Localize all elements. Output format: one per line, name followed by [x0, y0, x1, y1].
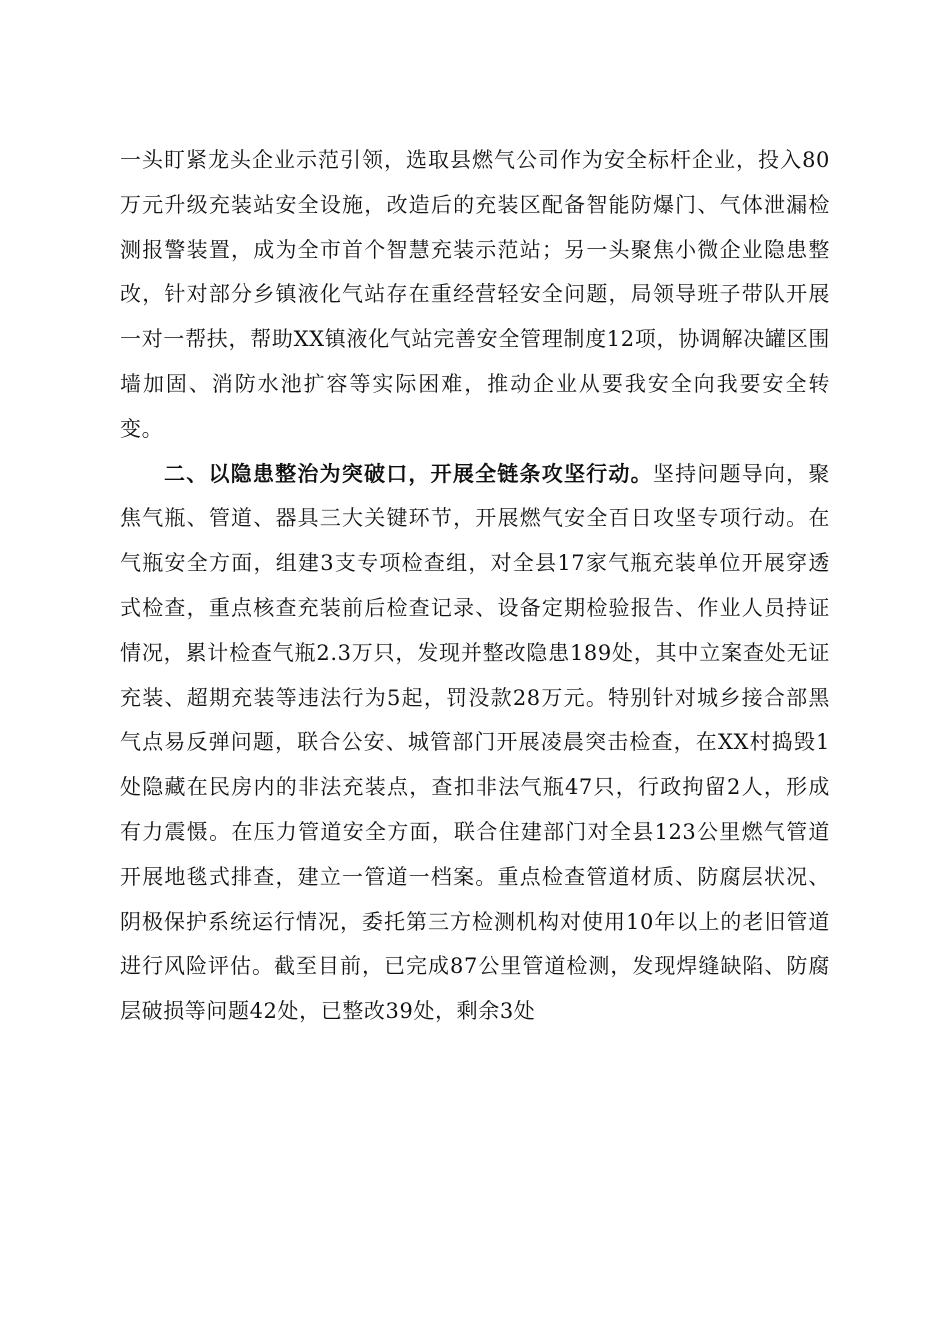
- paragraph-section-two: [120, 452, 830, 1034]
- paragraph-text: 坚持问题导向，聚焦气瓶、管道、器具三大关键环节，开展燃气安全百日攻坚专项行动。在气瓶安全方面，组建3支专项检查组，对全县17家气瓶充装单位开展穿透式检查，重点核查充装前后检查记录、设备定期检验报告、作业人员持证情况，累计检查气瓶2.3万只，发现并整改隐患189处，其中立案查处无证充装、超期充装等违法行为5起，罚没款28万元。特别针对城乡接合部黑气点易反弹问题，联合公安、城管部门开展凌晨突击检查，在XX村捣毁1处隐藏在民房内的非法充装点，查扣非法气瓶47只，行政拘留2人，形成有力震慑。在压力管道安全方面，联合住建部门对全县123公里燃气管道开展地毯式排查，建立一管道一档案。重点检查管道材质、防腐层状况、阴极保护系统运行情况，委托第三方检测机构对使用10年以上的老旧管道进行风险评估。截至目前，已完成87公里管道检测，发现焊缝缺陷、防腐层破损等问题42处，已整改39处，剩余3处: [120, 461, 830, 1024]
- section-heading: 二、以隐患整治为突破口，开展全链条攻坚行动。: [164, 461, 653, 486]
- document-body: [120, 138, 830, 1034]
- paragraph-text: 一头盯紧龙头企业示范引领，选取县燃气公司作为安全标杆企业，投入80万元升级充装站安全设施，改造后的充装区配备智能防爆门、气体泄漏检测报警装置，成为全市首个智慧充装示范站；另一头聚焦小微企业隐患整改，针对部分乡镇液化气站存在重经营轻安全问题，局领导班子带队开展一对一帮扶，帮助XX镇液化气站完善安全管理制度12项，协调解决罐区围墙加固、消防水池扩容等实际困难，推动企业从要我安全向我要安全转变。: [120, 148, 830, 441]
- paragraph-continued: [120, 138, 830, 452]
